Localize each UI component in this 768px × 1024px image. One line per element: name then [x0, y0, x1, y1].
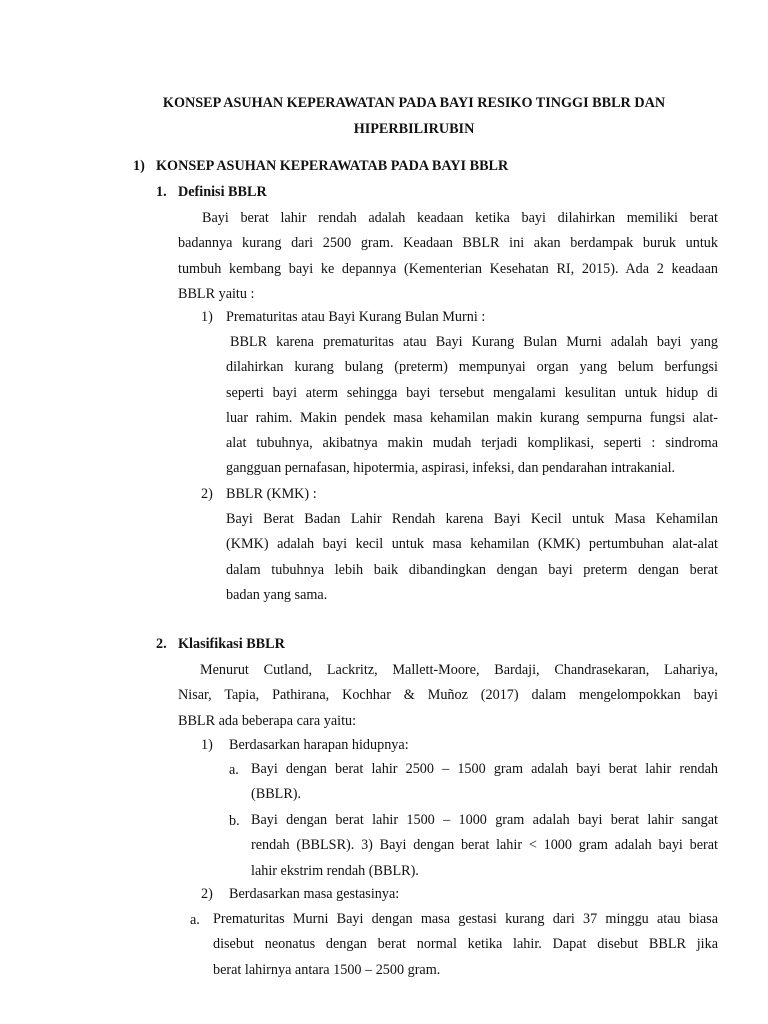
prematuritas-paragraph — [226, 330, 718, 482]
subsection-1-heading: Definisi BBLR — [178, 184, 267, 200]
list-item-number: 1) — [201, 309, 213, 325]
paragraph-line: Bayi dengan berat lahir 2500 – 1500 gram adalah bayi berat lahir rendah — [251, 761, 718, 777]
paragraph-line: Bayi dengan berat lahir 1500 – 1000 gram adalah bayi berat lahir sangat — [251, 812, 718, 828]
sublist-2a-paragraph — [213, 907, 718, 983]
paragraph-line: (BBLR). — [251, 786, 302, 803]
subsection-1-number: 1. — [156, 184, 167, 200]
paragraph-line: Menurut Cutland, Lackritz, Mallett-Moore, Bardaji, Chandrasekaran, Lahariya, — [200, 662, 718, 678]
paragraph-line: seperti bayi aterm sehingga bayi tersebut mengalami kesulitan untuk hidup di — [226, 384, 718, 401]
subsection-2-number: 2. — [156, 636, 167, 652]
paragraph-line: alat tubuhnya, akibatnya makin mudah terjadi komplikasi, seperti : sindroma — [226, 435, 718, 452]
sublist-letter: a. — [229, 762, 239, 778]
paragraph-line: luar rahim. Makin pendek masa kehamilan makin kurang sempurna fungsi alat- — [226, 409, 718, 426]
paragraph-line: lahir ekstrim rendah (BBLR). — [251, 862, 419, 879]
kmk-paragraph — [226, 507, 718, 608]
paragraph-line: tumbuh kembang bayi ke depannya (Kementerian Kesehatan RI, 2015). Ada 2 keadaan — [178, 260, 718, 277]
paragraph-line: Bayi Berat Badan Lahir Rendah karena Bayi Kecil untuk Masa Kehamilan — [226, 511, 718, 527]
document-title-line-2: HIPERBILIRUBIN — [353, 121, 475, 137]
paragraph-line: berat lahirnya antara 1500 – 2500 gram. — [213, 961, 441, 978]
list-item-heading: Prematuritas atau Bayi Kurang Bulan Murni : — [226, 309, 486, 325]
paragraph-line: BBLR karena prematuritas atau Bayi Kurang Bulan Murni adalah bayi yang — [230, 334, 718, 350]
paragraph-line: (KMK) adalah bayi kecil untuk masa kehamilan (KMK) pertumbuhan alat-alat — [226, 536, 718, 553]
paragraph-line: disebut neonatus dengan berat normal ketika lahir. Dapat disebut BBLR jika — [213, 936, 718, 953]
sublist-letter: b. — [229, 813, 240, 829]
paragraph-line: Prematuritas Murni Bayi dengan masa gestasi kurang dari 37 minggu atau biasa — [213, 911, 718, 927]
paragraph-line: dilahirkan kurang bulang (preterm) mempunyai organ yang belum berfungsi — [226, 359, 718, 376]
paragraph-line: dalam tubuhnya lebih baik dibandingkan dengan bayi preterm dengan berat — [226, 561, 718, 578]
section-1-number: 1) — [133, 158, 145, 174]
sublist-a-paragraph — [251, 757, 718, 808]
list-item-heading: Berdasarkan masa gestasinya: — [229, 886, 400, 902]
paragraph-line: badan yang sama. — [226, 586, 328, 603]
paragraph-line: badannya kurang dari 2500 gram. Keadaan BBLR ini akan berdampak buruk untuk — [178, 235, 718, 252]
sublist-b-paragraph — [251, 808, 718, 884]
paragraph-line: Bayi berat lahir rendah adalah keadaan ketika bayi dilahirkan memiliki berat — [202, 210, 718, 226]
paragraph-line: BBLR yaitu : — [178, 285, 255, 302]
paragraph-line: BBLR ada beberapa cara yaitu: — [178, 712, 357, 729]
list-item-number: 2) — [201, 486, 213, 502]
document-title-line-1: KONSEP ASUHAN KEPERAWATAN PADA BAYI RESIKO TINGGI BBLR DAN — [162, 95, 666, 111]
list-item-heading: Berdasarkan harapan hidupnya: — [229, 737, 409, 753]
list-item-number: 2) — [201, 886, 213, 902]
subsection-2-heading: Klasifikasi BBLR — [178, 636, 285, 652]
sublist-letter: a. — [190, 912, 200, 928]
section-1-heading: KONSEP ASUHAN KEPERAWATAB PADA BAYI BBLR — [156, 158, 509, 174]
paragraph-line: rendah (BBLSR). 3) Bayi dengan berat lahir < 1000 gram adalah bayi berat — [251, 837, 718, 854]
list-item-heading: BBLR (KMK) : — [226, 486, 317, 502]
klasifikasi-paragraph — [178, 658, 718, 734]
definition-paragraph — [178, 206, 718, 307]
paragraph-line: Nisar, Tapia, Pathirana, Kochhar & Muñoz (2017) dalam mengelompokkan bayi — [178, 687, 718, 704]
paragraph-line: gangguan pernafasan, hipotermia, aspirasi, infeksi, dan pendarahan intrakanial. — [226, 460, 676, 477]
list-item-number: 1) — [201, 737, 213, 753]
